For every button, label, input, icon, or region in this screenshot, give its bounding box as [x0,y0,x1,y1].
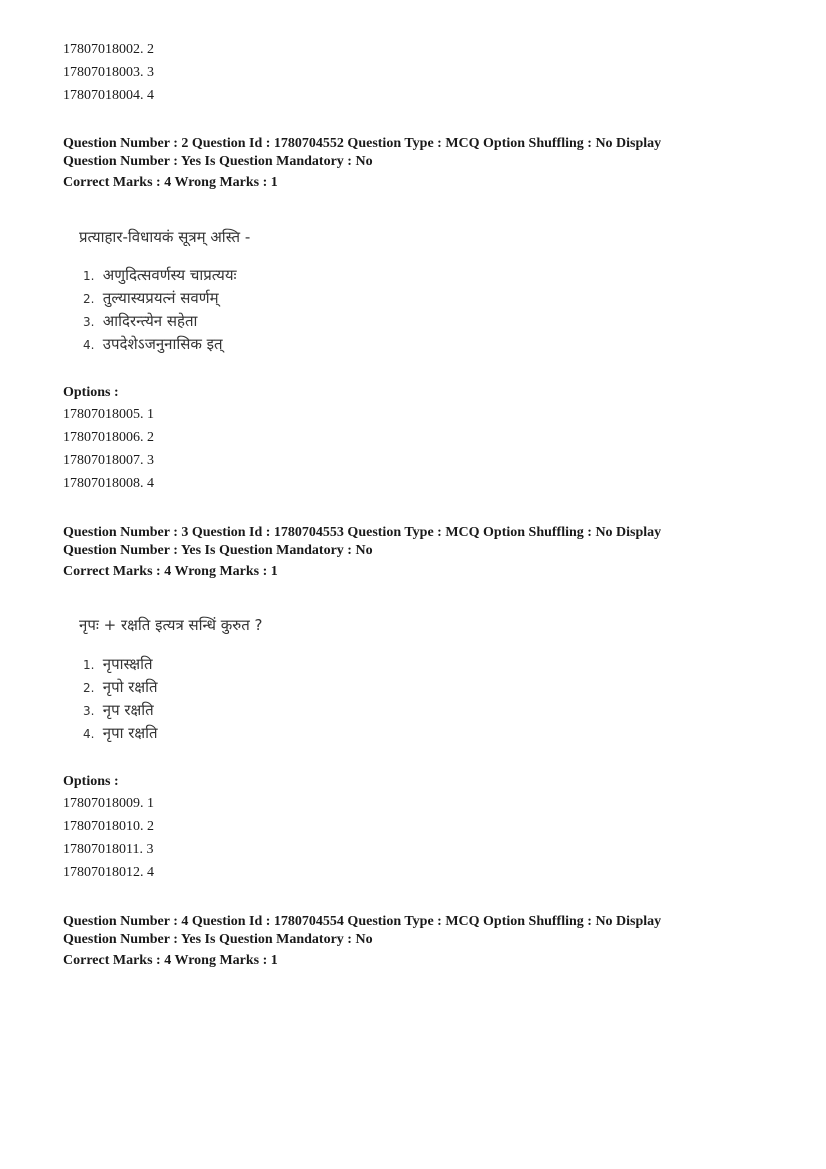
choice-item: 2. नृपो रक्षति [83,678,158,696]
marks-line: Correct Marks : 4 Wrong Marks : 1 [63,564,278,579]
question-3-choices [83,653,158,745]
meta-line: Question Number : Yes Is Question Mandatory : No [63,932,373,947]
meta-line: Question Number : 2 Question Id : 1780704552 Question Type : MCQ Option Shuffling : No Display [63,136,662,151]
choice-item: 3. आदिरन्त्येन सहेता [83,312,198,330]
marks-line: Correct Marks : 4 Wrong Marks : 1 [63,953,278,968]
option-line: 17807018005. 1 [63,407,154,422]
question-4-meta [63,913,763,970]
options-heading: Options : [63,385,119,400]
option-line: 17807018008. 4 [63,476,154,491]
choice-item: 1. नृपास्क्षति [83,655,153,673]
choice-item: 3. नृप रक्षति [83,701,154,719]
choice-item: 2. तुल्यास्यप्रयत्नं सवर्णम् [83,289,219,307]
question-2-text: प्रत्याहार-विधायकं सूत्रम् अस्ति - [79,228,251,246]
option-line: 17807018011. 3 [63,842,154,857]
option-line: 17807018002. 2 [63,42,154,57]
meta-line: Question Number : Yes Is Question Mandatory : No [63,543,373,558]
option-line: 17807018010. 2 [63,819,154,834]
question-2-meta [63,135,763,192]
option-line: 17807018003. 3 [63,65,154,80]
choice-item: 1. अणुदित्सवर्णस्य चाप्रत्ययः [83,266,237,284]
option-line: 17807018004. 4 [63,88,154,103]
option-line: 17807018006. 2 [63,430,154,445]
option-line: 17807018009. 1 [63,796,154,811]
options-heading: Options : [63,774,119,789]
choice-item: 4. उपदेशेऽजनुनासिक इत् [83,335,223,353]
meta-line: Question Number : 4 Question Id : 1780704554 Question Type : MCQ Option Shuffling : No Display [63,914,662,929]
meta-line: Question Number : Yes Is Question Mandatory : No [63,154,373,169]
meta-line: Question Number : 3 Question Id : 1780704553 Question Type : MCQ Option Shuffling : No Display [63,525,662,540]
question-3-text: नृपः + रक्षति इत्यत्र सन्धिं कुरुत ? [79,616,263,634]
choice-item: 4. नृपा रक्षति [83,724,158,742]
option-line: 17807018012. 4 [63,865,154,880]
question-2-choices [83,264,237,356]
marks-line: Correct Marks : 4 Wrong Marks : 1 [63,175,278,190]
question-3-meta [63,524,763,581]
option-line: 17807018007. 3 [63,453,154,468]
